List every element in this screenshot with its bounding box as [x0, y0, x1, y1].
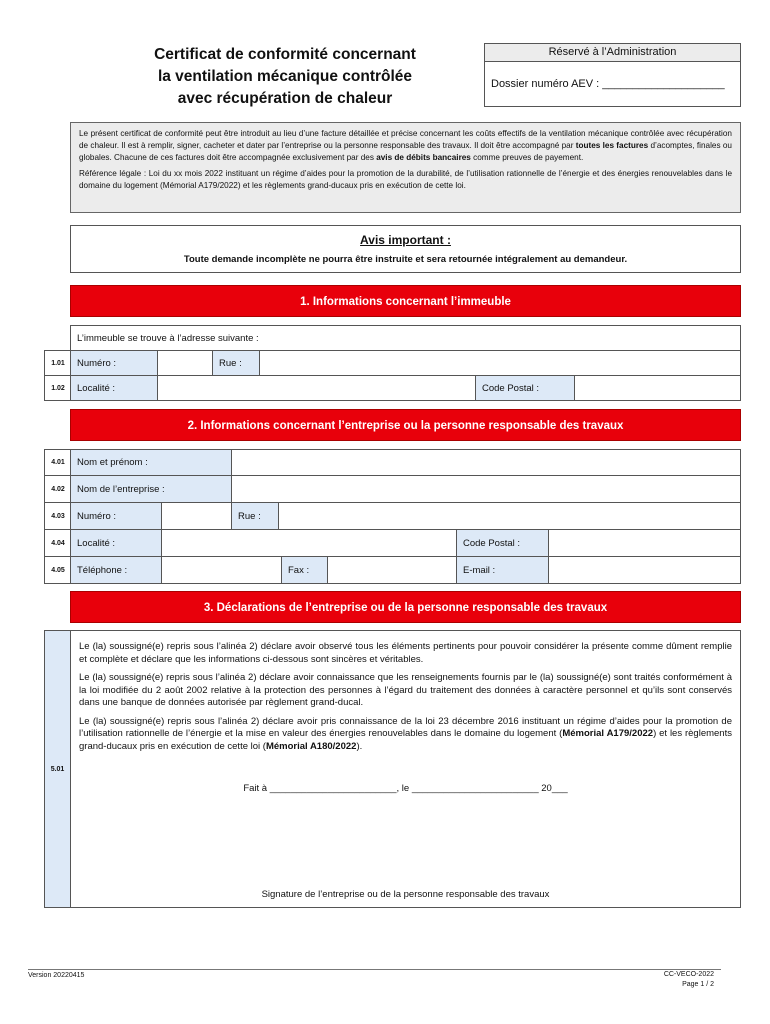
- email-field[interactable]: [548, 556, 741, 584]
- signature-field[interactable]: Signature de l’entreprise ou de la personne responsable des travaux: [261, 889, 550, 900]
- intro-box: [70, 122, 741, 213]
- telephone-field[interactable]: [161, 556, 282, 584]
- row-code: 1.01: [44, 350, 71, 376]
- row-code: 4.03: [44, 502, 71, 530]
- localite-field[interactable]: [157, 375, 476, 401]
- notice-heading: Avis important :: [360, 233, 451, 247]
- code-postal-field[interactable]: [574, 375, 741, 401]
- admin-header: Réservé à l’Administration: [485, 44, 740, 62]
- section-2-header: 2. Informations concernant l’entreprise ou la personne responsable des travaux: [70, 409, 741, 441]
- intro-text: Le présent certificat de conformité peut être introduit au lieu d’une facture détaillée et précise concernant les coûts effectifs de la ventilation mécanique contrôlée avec récupération de chaleur. Il est à remplir, signer, cacheter et dater par l’entreprise ou la personne responsable des travaux. Il doit être accompagné par: [79, 129, 732, 151]
- place-date-field[interactable]: Fait à ________________________, le ________________________ 20___: [243, 783, 568, 794]
- notice-box: [70, 225, 741, 273]
- row-code: 4.05: [44, 556, 71, 584]
- entreprise-field[interactable]: [231, 475, 741, 503]
- section-1-header: 1. Informations concernant l’immeuble: [70, 285, 741, 317]
- version-label: Version 20220415: [28, 972, 85, 979]
- numero-field[interactable]: [161, 502, 232, 530]
- footer-divider: [28, 969, 721, 970]
- row-code: 1.02: [44, 375, 71, 401]
- entreprise-label: Nom de l’entreprise :: [70, 475, 232, 503]
- row-code: 4.02: [44, 475, 71, 503]
- title-line: avec récupération de chaleur: [177, 90, 393, 107]
- numero-field[interactable]: [157, 350, 213, 376]
- declaration-text: ).: [356, 740, 363, 752]
- intro-text: d’acomptes, finales ou globales. Chacune de ces factures doit être accompagnée exclusivement par des: [79, 141, 732, 163]
- page-number: Page 1 / 2: [682, 981, 714, 988]
- section-3-header: 3. Déclarations de l’entreprise ou de la personne responsable des travaux: [70, 591, 741, 623]
- declaration-paragraph: [79, 716, 732, 754]
- fax-field[interactable]: [327, 556, 457, 584]
- declarations-box: [70, 630, 741, 908]
- declaration-bold: Mémorial A179/2022: [562, 728, 654, 739]
- document-reference: CC-VECO-2022: [663, 971, 714, 978]
- localite-field[interactable]: [161, 529, 457, 557]
- numero-label: Numéro :: [70, 350, 158, 376]
- intro-bold: toutes les factures: [575, 141, 649, 151]
- intro-bold: avis de débits bancaires: [376, 153, 471, 163]
- email-label: E-mail :: [456, 556, 549, 584]
- dossier-number-field[interactable]: Dossier numéro AEV : ____________________: [491, 78, 725, 90]
- nom-prenom-label: Nom et prénom :: [70, 449, 232, 476]
- notice-text: Toute demande incomplète ne pourra être instruite et sera retournée intégralement au demandeur.: [183, 254, 628, 265]
- document-title: [100, 44, 470, 110]
- row-code: 4.04: [44, 529, 71, 557]
- code-postal-label: Code Postal :: [456, 529, 549, 557]
- title-line: la ventilation mécanique contrôlée: [157, 68, 413, 85]
- title-line: Certificat de conformité concernant: [154, 46, 416, 63]
- rue-label: Rue :: [212, 350, 260, 376]
- code-postal-label: Code Postal :: [475, 375, 575, 401]
- numero-label: Numéro :: [70, 502, 162, 530]
- declaration-text: ) et les règlements grand-ducaux pris en exécution de cette loi (: [79, 728, 732, 752]
- admin-box: [484, 43, 741, 107]
- rue-label: Rue :: [231, 502, 279, 530]
- intro-text: comme preuves de payement.: [470, 153, 584, 163]
- localite-label: Localité :: [70, 529, 162, 557]
- fax-label: Fax :: [281, 556, 328, 584]
- intro-paragraph: [79, 128, 732, 165]
- row-code-strip: 5.01: [44, 630, 71, 908]
- localite-label: Localité :: [70, 375, 158, 401]
- rue-field[interactable]: [278, 502, 741, 530]
- legal-reference: Référence légale : Loi du xx mois 2022 instituant un régime d’aides pour la promotion de la durabilité, de l’utilisation rationnelle de l’énergie et des énergies renouvelables dans le domaine du logement (Mémorial A179/2022) et les règlements grand-ducaux pris en exécution de cette loi.: [79, 168, 732, 190]
- declaration-text: Le (la) soussigné(e) repris sous l’alinéa 2) déclare avoir pris connaissance de la loi 23 décembre 2016 instituant un régime d’aides pour la promotion de l’utilisation rationnelle de l’énergie et la mise en valeur des énergies renouvelables dans le domaine du logement (: [79, 715, 732, 739]
- address-intro: L’immeuble se trouve à l’adresse suivante :: [70, 325, 741, 351]
- code-postal-field[interactable]: [548, 529, 741, 557]
- rue-field[interactable]: [259, 350, 741, 376]
- declaration-paragraph: Le (la) soussigné(e) repris sous l’alinéa 2) déclare avoir connaissance que les renseignements fournis par le (la) soussigné(e) sont traités conformément à la loi modifiée du 2 août 2002 relative à la protection des personnes à l’égard du traitement des données à caractère personnel et qu’ils sont conservés dans une banque de données autorisée par règlement grand-ducal.: [79, 672, 732, 708]
- declaration-bold: Mémorial A180/2022: [265, 740, 357, 752]
- row-code: 4.01: [44, 449, 71, 476]
- nom-prenom-field[interactable]: [231, 449, 741, 476]
- telephone-label: Téléphone :: [70, 556, 162, 584]
- footer-reference: [664, 970, 714, 990]
- declaration-paragraph: Le (la) soussigné(e) repris sous l’alinéa 2) déclare avoir observé tous les éléments pertinents pour pouvoir considérer la présente comme dûment remplie et complète et déclare que les informations ci-dessous sont sincères et véritables.: [79, 641, 732, 665]
